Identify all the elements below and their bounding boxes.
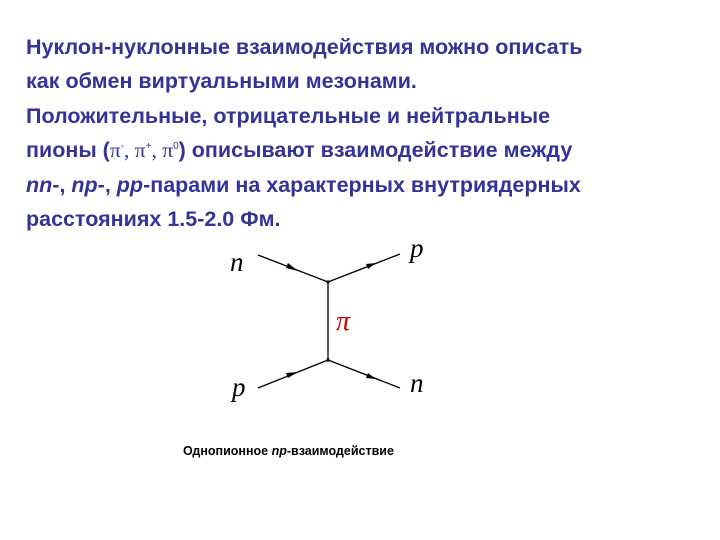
separator-2: , <box>151 138 163 163</box>
pair-sep-1: -, <box>52 172 72 197</box>
caption-prefix: Однопионное <box>183 444 272 458</box>
text-line-6: расстояниях 1.5-2.0 Фм. <box>26 207 281 232</box>
arrow-outgoing-proton <box>366 263 376 269</box>
text-line-1: Нуклон-нуклонные взаимодействия можно описать <box>26 35 583 59</box>
diagram-caption <box>183 444 394 458</box>
pi-plus-charge: + <box>145 141 152 153</box>
text-line-3: Положительные, отрицательные и нейтральные <box>26 103 551 128</box>
caption-suffix: -взаимодействие <box>286 444 394 458</box>
arrow-incoming-proton <box>286 372 298 378</box>
text-line-4-prefix: пионы ( <box>26 138 110 163</box>
pi-minus-charge: - <box>120 141 125 153</box>
text-line-5-rest: -парами на характерных внутриядерных <box>143 172 581 197</box>
text-line-2: как обмен виртуальными мезонами. <box>26 69 417 94</box>
pair-pp: pp <box>116 172 144 197</box>
text-line-4-suffix: ) описывают взаимодействие между <box>178 138 573 163</box>
arrow-outgoing-neutron <box>366 373 376 379</box>
label-bottom-right: n <box>410 368 424 398</box>
separator-1: , <box>124 138 135 163</box>
pair-np: np <box>71 172 98 197</box>
pair-nn: nn <box>26 172 53 197</box>
pair-sep-2: -, <box>97 172 117 197</box>
upper-vertex <box>326 280 329 283</box>
label-bottom-left: p <box>232 372 246 402</box>
pi-zero-symbol: π <box>162 138 174 163</box>
pi-minus-symbol: π <box>109 138 121 163</box>
pi-zero-charge: 0 <box>173 141 179 153</box>
arrow-incoming-neutron <box>286 263 298 271</box>
label-top-right: p <box>410 233 424 263</box>
lower-vertex <box>326 358 329 361</box>
label-top-left: n <box>230 247 244 277</box>
outgoing-neutron-line <box>328 360 400 388</box>
pi-plus-symbol: π <box>134 138 146 163</box>
pion-label: π <box>336 306 351 337</box>
outgoing-proton-line <box>328 254 400 282</box>
caption-pair: np <box>271 444 287 458</box>
